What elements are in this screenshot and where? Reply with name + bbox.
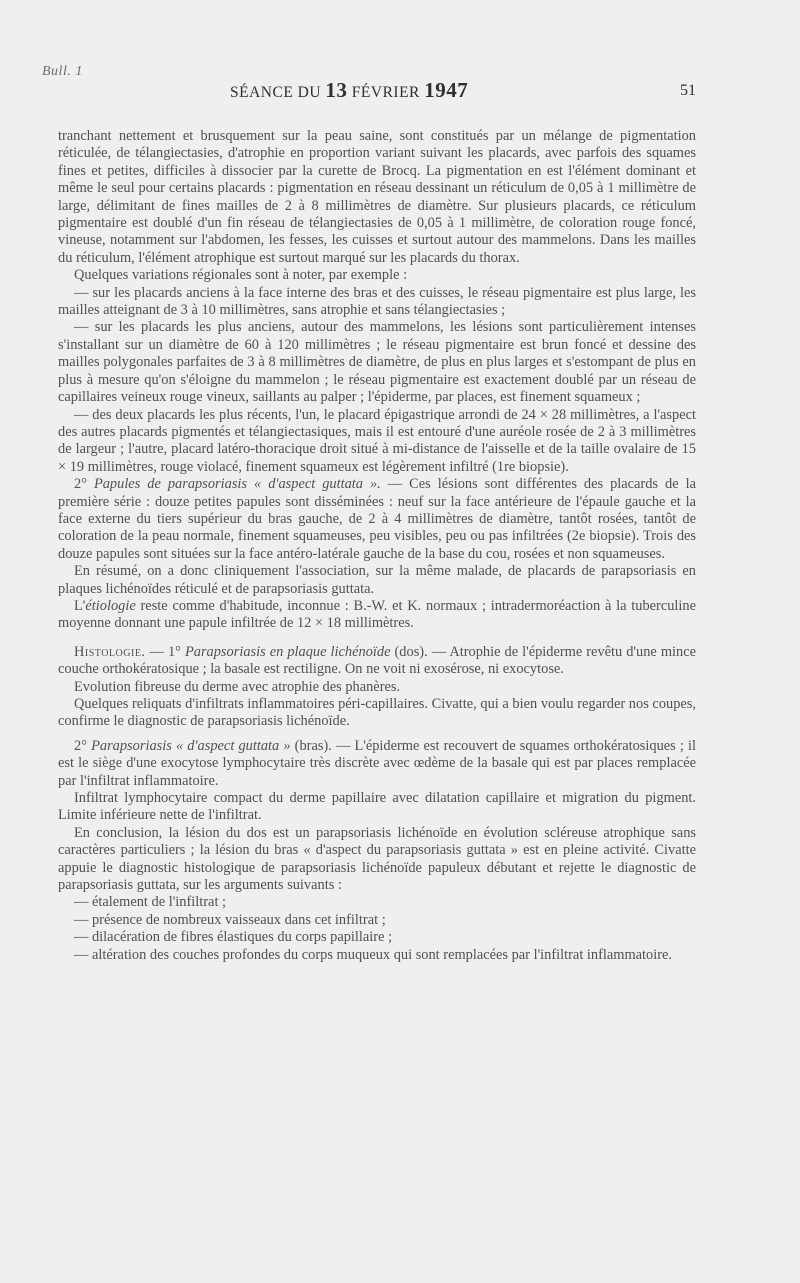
guttata-histology-lead: 2° [74, 737, 92, 754]
histology-title: Parapsoriasis en plaque lichénoïde [184, 643, 391, 660]
etiology-text: reste comme d'habitude, inconnue : B.-W. et K. normaux ; intradermoréaction à la tuberculine moyenne donnant une papule infiltrée de 12 × 18 millimètres. [58, 597, 696, 632]
paragraph-summary: En résumé, on a donc cliniquement l'association, sur la même malade, de placards de parapsoriasis en plaques lichénoïdes réticulé et de parapsoriasis guttata. [58, 563, 696, 597]
running-head [230, 78, 468, 103]
list-item-recent-placards: — des deux placards les plus récents, l'un, le placard épigastrique arrondi de 24 × 28 millimètres, a l'aspect des autres placards pigmentés et télangiectasiques, mais il est entouré d'une auréole rosée de 2 à 3 millimètres de largeur ; l'autre, placard latéro-thoracique droit situé à mi-distance de l'aisselle et de la taille ovalaire de 15 × 19 millimètres, rouge violacé, finement squameux est légèrement infiltré (1re biopsie). [58, 406, 696, 475]
histology-mid: — 1° [145, 643, 185, 660]
list-item-argument-1: — étalement de l'infiltrat ; [74, 894, 227, 911]
paragraph-conclusion: En conclusion, la lésion du dos est un parapsoriasis lichénoïde en évolution scléreuse atrophique sans caractères particuliers ; la lésion du bras « d'aspect du parapsoriasis guttata » est en pleine activité. Civatte appuie le diagnostic histologique de parapsoriasis lichénoïde papuleux débutant et rejette le diagnostic de parapsoriasis guttata, sur les arguments suivants : [58, 824, 696, 894]
papules-text: — Ces lésions sont différentes des placards de la première série : douze petites papules sont disséminées : neuf sur la face antérieure de l'épaule gauche et la face externe du tiers supérieur du bras gauche, de 2 à 4 millimètres de diamètre, tantôt rosées, tantôt de coloration de la peau normale, finement squameuses, peu visibles, peu ou pas infiltrées (2e biopsie). Trois des douze papules sont situées sur la face antéro-latérale gauche de la base du cou, rosées et non squameuses. [58, 476, 696, 562]
list-item-old-placards: — sur les placards anciens à la face interne des bras et des cuisses, le réseau pigmentaire est plus large, les mailles atteignant de 3 à 10 millimètres, sans atrophie et sans télangiectasies ; [58, 284, 696, 319]
list-item-oldest-placards: — sur les placards les plus anciens, autour des mammelons, les lésions sont particulièrement intenses s'installant sur un diamètre de 60 à 120 millimètres ; le réseau pigmentaire est brun foncé et dessine des mailles polygonales parfaites de 3 à 8 millimètres de diamètre, de plus en plus larges et s'estompant de plus en plus à mesure qu'on s'éloigne du mammelon ; le réseau pigmentaire est exactement doublé par un réseau de capillaires veineux rouge vineux, saillants au palper ; l'épiderme, par places, est finement squameux ; [58, 319, 696, 406]
etiology-lead: L' [74, 597, 86, 614]
histology-label: Histologie. [74, 643, 146, 660]
list-item-argument-4: — altération des couches profondes du corps muqueux qui sont remplacées par l'infiltrat inflammatoire. [74, 946, 673, 963]
running-head-year: 1947 [424, 78, 469, 102]
paragraph-histology [58, 644, 696, 679]
etiology-term: étiologie [85, 597, 136, 614]
guttata-histology-title: Parapsoriasis « d'aspect guttata » [91, 737, 291, 754]
guttata-histology-text: (bras). — L'épiderme est recouvert de squames orthokératosiques ; il est le siège d'une exocytose lymphocytaire très discrète avec œdème de la basale qui est par places remplacée par l'infiltrat inflammatoire. [58, 737, 696, 789]
papules-lead: 2° [74, 476, 94, 493]
running-head-month: FÉVRIER [351, 84, 420, 101]
running-head-text: SÉANCE DU [230, 84, 322, 101]
paragraph-regional-variations: Quelques variations régionales sont à noter, par exemple : [74, 267, 408, 284]
paragraph-guttata-histology [58, 738, 696, 790]
running-head-day: 13 [325, 78, 348, 102]
paragraph-guttata-papules [58, 476, 696, 563]
paragraph-infiltrate-remnants: Quelques reliquats d'infiltrats inflammatoires péri-capillaires. Civatte, qui a bien voulu regarder nos coupes, confirme le diagnostic de parapsoriasis lichénoïde. [58, 696, 696, 730]
paragraph-fibrous-evolution: Evolution fibreuse du derme avec atrophie des phanères. [74, 678, 401, 695]
histology-text: (dos). — Atrophie de l'épiderme revêtu d'une mince couche orthokératosique ; la basale est rectiligne. On ne voit ni exosérose, ni exocytose. [58, 643, 696, 678]
paragraph-clinical-description: tranchant nettement et brusquement sur la peau saine, sont constitués par un mélange de pigmentation réticulée, de télangiectasies, d'atrophie en proportion variant suivant les placards, avec parfois des squames fines et petites, difficiles à dissocier par la curette de Brocq. La pigmentation en est l'élément dominant et même le seul pour certains placards : pigmentation en réseau dessinant un réticulum de 0,05 à 1 millimètre de large, délimitant de fines mailles de 2 à 8 millimètres de diamètre. Sur plusieurs placards, ce réticulum pigmentaire est doublé d'un fin réseau de télangiectasies de 0,05 à 1 millimètre, de coloration rouge foncé, vineuse, notamment sur l'abdomen, les fesses, les cuisses et surtout autour des mammelons. Dans les mailles du réticulum, l'élément atrophique est surtout marqué sur les placards du thorax. [58, 128, 696, 266]
handwritten-annotation: Bull. 1 [42, 64, 83, 79]
list-item-argument-3: — dilacération de fibres élastiques du corps papillaire ; [74, 929, 393, 946]
list-item-argument-2: — présence de nombreux vaisseaux dans cet infiltrat ; [74, 911, 386, 928]
paragraph-etiology [58, 598, 696, 633]
page-number: 51 [680, 82, 696, 99]
papules-title: Papules de parapsoriasis « d'aspect guttata ». [93, 476, 381, 493]
article-body [58, 128, 696, 964]
paragraph-lymphocytic-infiltrate: Infiltrat lymphocytaire compact du derme papillaire avec dilatation capillaire et migration du pigment. Limite inférieure nette de l'infiltrat. [58, 790, 696, 824]
